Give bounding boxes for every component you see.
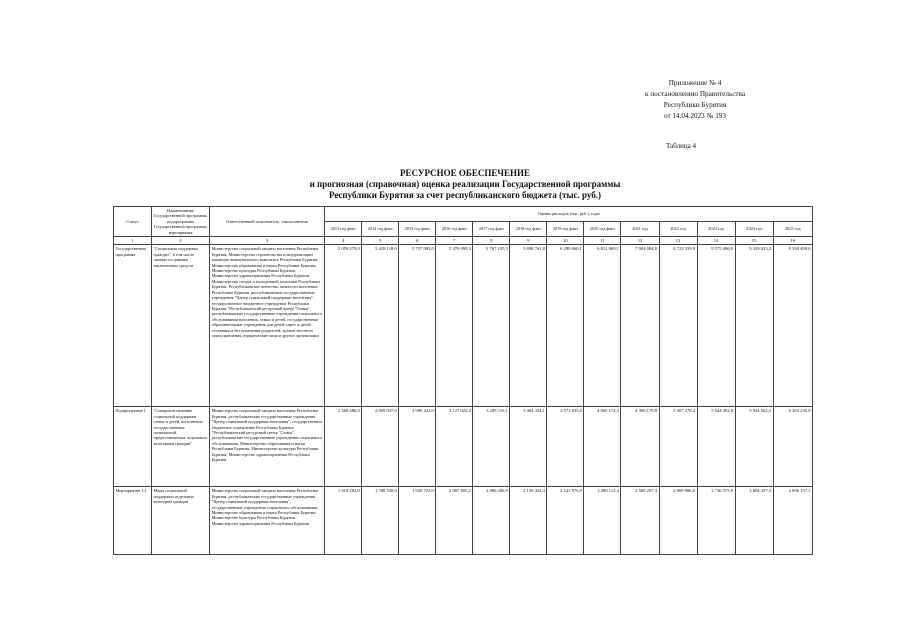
year-header: 2025 год bbox=[773, 222, 812, 237]
appendix-header bbox=[600, 78, 790, 122]
column-number: 4 bbox=[325, 237, 362, 245]
value-cell: 5 407 278,4 bbox=[659, 407, 697, 487]
appendix-line: Приложение № 4 bbox=[668, 79, 722, 87]
value-cell: 6 812 869,1 bbox=[584, 245, 621, 407]
value-cell: 5 767 105,3 bbox=[473, 245, 510, 407]
table-row-subprogram bbox=[114, 407, 813, 487]
value-cell: 5 059 279,0 bbox=[325, 245, 362, 407]
column-number: 13 bbox=[659, 237, 697, 245]
value-cell: 5 934 562,2 bbox=[735, 407, 773, 487]
column-number: 16 bbox=[773, 237, 812, 245]
year-header: 2016 год факт bbox=[436, 222, 473, 237]
column-number: 5 bbox=[362, 237, 399, 245]
value-cell: 2 087 805,2 bbox=[436, 487, 473, 555]
column-number: 15 bbox=[735, 237, 773, 245]
value-cell: 5 898 761,8 bbox=[510, 245, 547, 407]
year-header: 2019 год факт bbox=[547, 222, 584, 237]
column-number: 6 bbox=[399, 237, 436, 245]
column-number-row bbox=[114, 237, 813, 245]
value-cell: 2 604 357,3 bbox=[735, 487, 773, 555]
table-row-measure bbox=[114, 487, 813, 555]
column-number: 14 bbox=[697, 237, 735, 245]
value-cell: 5 757 982,0 bbox=[399, 245, 436, 407]
value-cell: 1 619 282,0 bbox=[325, 487, 362, 555]
year-header: 2020 год факт bbox=[584, 222, 621, 237]
appendix-line: Республики Бурятия bbox=[663, 101, 727, 109]
value-cell: 7 904 084,8 bbox=[621, 245, 659, 407]
value-cell: 6 263 245,8 bbox=[773, 407, 812, 487]
year-header: 2014 год факт bbox=[362, 222, 399, 237]
value-cell: 2 568 488,0 bbox=[325, 407, 362, 487]
value-cell: 2 508 297,3 bbox=[621, 487, 659, 555]
year-header: 2021 год bbox=[621, 222, 659, 237]
resource-table bbox=[113, 206, 813, 555]
value-cell: 2 909 986,0 bbox=[659, 487, 697, 555]
title-line: и прогнозная (справочная) оценка реализации Государственной программы bbox=[309, 179, 621, 189]
value-cell: 5 470 099,3 bbox=[436, 245, 473, 407]
value-cell: 2 696 157,1 bbox=[773, 487, 812, 555]
appendix-line: к постановлению Правительства bbox=[644, 90, 746, 98]
year-header: 2024 год bbox=[735, 222, 773, 237]
value-cell: 9 329 023,2 bbox=[735, 245, 773, 407]
row-name: "Социальная поддержка граждан", в том числе личные по данным заключенных средств bbox=[152, 245, 210, 407]
value-cell: 3 571 035,0 bbox=[547, 407, 584, 487]
row-status: Мероприятие 1.1 bbox=[114, 487, 152, 555]
row-status: Государственная программа bbox=[114, 245, 152, 407]
row-executor: Министерство социальной защиты населения Республики Бурятия, Министерство строительства и модернизации жилищно-коммунального комплекса Республики Бурятия, Министерство образования и науки Республики Бурятия, Министерство культуры Республики Бурятия, Министерство здравоохранения Республики Бурятия, Министерство спорта и молодежной политики Республики Бурятия, Республиканское агентство занятости населения Республики Бурятия, республиканские государственные учреждения "Центр социальной поддержки населения", государственное бюджетное учреждение Республики Бурятия "Республиканский ресурсный центр "Семья", республиканские государственные учреждения социального обслуживания населения, семьи и детей, государственные образовательные учреждения для детей-сирот и детей, оставшихся без попечения родителей, органы местного самоуправления, юридические лица и другие организации bbox=[210, 245, 325, 407]
value-cell: 3 464 334,1 bbox=[510, 407, 547, 487]
document-title bbox=[160, 168, 770, 201]
value-cell: 8 723 539,9 bbox=[659, 245, 697, 407]
column-number: 11 bbox=[584, 237, 621, 245]
column-number: 2 bbox=[152, 237, 210, 245]
header-status: Статус bbox=[114, 207, 152, 237]
row-name: Меры социальной поддержки отдельных категорий граждан bbox=[152, 487, 210, 555]
column-number: 7 bbox=[436, 237, 473, 245]
column-number: 12 bbox=[621, 237, 659, 245]
column-number: 3 bbox=[210, 237, 325, 245]
column-number: 9 bbox=[510, 237, 547, 245]
value-cell: 5 944 492,8 bbox=[697, 407, 735, 487]
value-cell: 2 280 112,4 bbox=[584, 487, 621, 555]
value-cell: 4 065 174,3 bbox=[584, 407, 621, 487]
column-number: 8 bbox=[473, 237, 510, 245]
title-line: РЕСУРСНОЕ ОБЕСПЕЧЕНИЕ bbox=[400, 168, 530, 178]
value-cell: 3 127 022,4 bbox=[436, 407, 473, 487]
value-cell: 2 150 432,4 bbox=[510, 487, 547, 555]
table-label: Таблица 4 bbox=[666, 142, 696, 150]
row-executor: Министерство социальной защиты населения Республики Бурятия, республиканские государственные учреждения "Центр социальной поддержки населения", государственные учреждения социального обслуживания, Министерство образования и науки Республики Бурятия, Министерство культуры Республики Бурятия, Министерство здравоохранения Республики Бурятия bbox=[210, 487, 325, 555]
year-header: 2018 год факт bbox=[510, 222, 547, 237]
row-name: "Совершенствование социальной поддержки семьи и детей, исполнение государственных полномочий, предоставляемых отдельным категориям граждан" bbox=[152, 407, 210, 487]
year-header: 2015 год факт bbox=[399, 222, 436, 237]
value-cell: 2 080 286,9 bbox=[473, 487, 510, 555]
appendix-line: от 14.04.2023 № 193 bbox=[663, 112, 726, 120]
title-line: Республики Бурятия за счет республиканского бюджета (тыс. руб.) bbox=[328, 190, 602, 200]
year-header: 2022 год bbox=[659, 222, 697, 237]
value-cell: 2 141 976,9 bbox=[547, 487, 584, 555]
value-cell: 2 809 037,0 bbox=[362, 407, 399, 487]
year-header: 2013 год факт bbox=[325, 222, 362, 237]
value-cell: 9 330 409,6 bbox=[773, 245, 812, 407]
value-cell: 4 390 179,8 bbox=[621, 407, 659, 487]
header-expenses: Оценка расходов (тыс. руб.), годы bbox=[325, 207, 813, 222]
value-cell: 1 768 538,0 bbox=[362, 487, 399, 555]
value-cell: 2 736 375,9 bbox=[697, 487, 735, 555]
header-executor: Ответственный исполнитель, соисполнитель bbox=[210, 207, 325, 237]
value-cell: 2 990 423,0 bbox=[399, 407, 436, 487]
year-header: 2017 год факт bbox=[473, 222, 510, 237]
value-cell: 1 920 723,0 bbox=[399, 487, 436, 555]
value-cell: 3 289 116,1 bbox=[473, 407, 510, 487]
table-row-program bbox=[114, 245, 813, 407]
value-cell: 5 418 118,0 bbox=[362, 245, 399, 407]
year-header: 2023 год bbox=[697, 222, 735, 237]
column-number: 1 bbox=[114, 237, 152, 245]
row-executor: Министерство социальной защиты населения Республики Бурятия, республиканские государственные учреждения "Центр социальной поддержки населения", государственное бюджетное учреждение Республики Бурятия "Республиканский ресурсный центр "Семья", республиканские государственные учреждения социального обслуживания, Министерство образования и науки Республики Бурятия, Министерство культуры Республики Бурятия, Министерство здравоохранения Республики Бурятия bbox=[210, 407, 325, 487]
value-cell: 6 299 660,1 bbox=[547, 245, 584, 407]
value-cell: 9 575 496,9 bbox=[697, 245, 735, 407]
header-name: Наименование Государственной программы, подпрограммы Государственной программы, мероприятия bbox=[152, 207, 210, 237]
row-status: Подпрограмма 1 bbox=[114, 407, 152, 487]
column-number: 10 bbox=[547, 237, 584, 245]
